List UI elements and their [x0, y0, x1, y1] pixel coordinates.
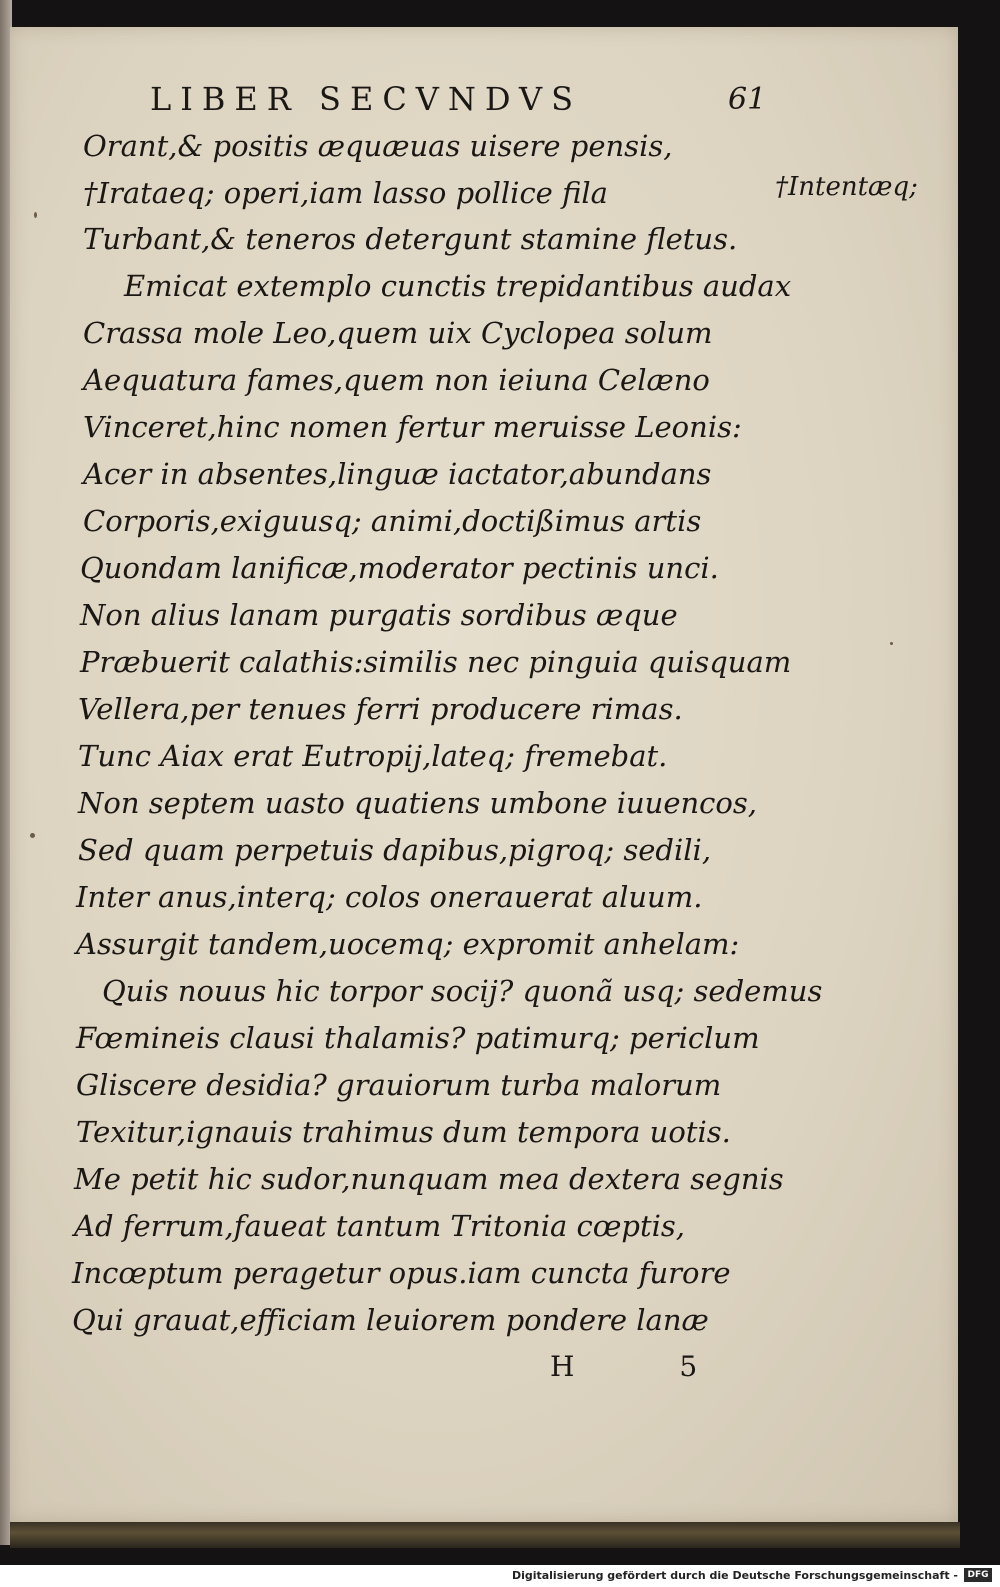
poem-line: Fœmineis clausi thalamis? patimurq; periclum: [76, 1021, 760, 1055]
poem-line: Orant,& positis æquæuas uisere pensis,: [83, 129, 673, 163]
poem-line: Vinceret,hinc nomen fertur meruisse Leonis:: [83, 410, 742, 444]
funding-credit: Digitalisierung gefördert durch die Deutsche Forschungsgemeinschaft -: [511, 1569, 958, 1582]
poem-line: Aequatura fames,quem non ieiuna Celæno: [83, 363, 710, 397]
poem-line: Inter anus,interq; colos onerauerat aluum.: [76, 880, 703, 914]
poem-line: Non alius lanam purgatis sordibus æque: [80, 598, 678, 632]
poem-line: Vellera,per tenues ferri producere rimas.: [78, 692, 683, 726]
poem-line: †Irataeq; operi,iam lasso pollice fila: [83, 176, 608, 210]
page-number: 61: [728, 82, 767, 117]
poem-line: Emicat extemplo cunctis trepidantibus audax: [124, 269, 792, 303]
signature-mark: H 5: [550, 1350, 746, 1383]
poem-line: Acer in absentes,linguæ iactator,abundans: [83, 457, 712, 491]
running-head: LIBER SECVNDVS: [150, 80, 583, 118]
poem-line: Incœptum peragetur opus.iam cuncta furore: [72, 1256, 731, 1290]
poem-line: Assurgit tandem,uocemq; expromit anhelam:: [76, 927, 740, 961]
poem-line: Crassa mole Leo,quem uix Cyclopea solum: [83, 316, 713, 350]
poem-line: Me petit hic sudor,nunquam mea dextera segnis: [74, 1162, 784, 1196]
poem-line: Ad ferrum,faueat tantum Tritonia cœptis,: [74, 1209, 685, 1243]
footer-bar: [0, 1565, 1000, 1587]
poem-line: Non septem uasto quatiens umbone iuuencos,: [78, 786, 757, 820]
poem-line: Præbuerit calathis:similis nec pinguia quisquam: [80, 645, 792, 679]
poem-line: Texitur,ignauis trahimus dum tempora uotis.: [76, 1115, 731, 1149]
poem-line: Corporis,exiguusq; animi,doctißimus artis: [83, 504, 702, 538]
dfg-logo: DFG: [964, 1568, 992, 1582]
paper-speck: [34, 212, 37, 218]
paper-speck: [30, 833, 35, 838]
poem-line: Sed quam perpetuis dapibus,pigroq; sedili,: [78, 833, 712, 867]
poem-line: Qui grauat,efficiam leuiorem pondere lanæ: [72, 1303, 709, 1337]
poem-line: Gliscere desidia? grauiorum turba malorum: [76, 1068, 722, 1102]
poem-line: Quis nouus hic torpor socij? quonã usq; sedemus: [102, 974, 823, 1008]
poem-line: Quondam lanificæ,moderator pectinis unci.: [80, 551, 719, 585]
book-bottom-edge: [10, 1522, 960, 1548]
poem-line: Tunc Aiax erat Eutropij,lateq; fremebat.: [78, 739, 668, 773]
margin-note: †Intentæq;: [775, 172, 918, 202]
poem-line: Turbant,& teneros detergunt stamine fletus.: [83, 222, 738, 256]
paper-speck: [890, 642, 893, 645]
